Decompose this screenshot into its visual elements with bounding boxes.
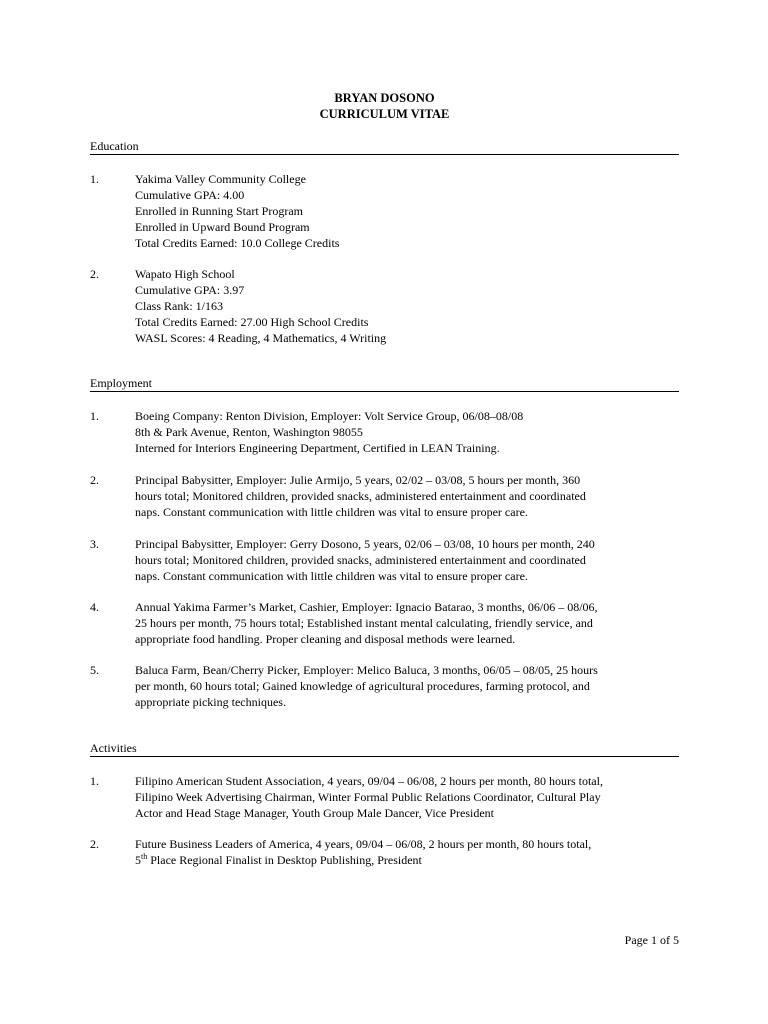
item-text <box>135 408 681 456</box>
item-line: Cumulative GPA: 3.97 <box>135 283 245 297</box>
cv-page <box>90 0 679 1024</box>
item-number: 2. <box>90 473 99 487</box>
activities-item <box>90 836 679 868</box>
item-text <box>135 836 681 868</box>
item-line: naps. Constant communication with little children was vital to ensure proper care. <box>135 505 528 519</box>
ordinal-suffix: th <box>141 852 148 861</box>
activities-heading: Activities <box>90 740 679 757</box>
item-text <box>135 472 681 520</box>
employment-item <box>90 662 679 710</box>
item-number: 3. <box>90 537 99 551</box>
item-line: Filipino Week Advertising Chairman, Winter Formal Public Relations Coordinator, Cultural Play <box>135 790 601 804</box>
item-line <box>135 852 681 868</box>
item-line-rest: Place Regional Finalist in Desktop Publishing, President <box>147 853 422 867</box>
item-number: 4. <box>90 600 99 614</box>
item-line: 25 hours per month, 75 hours total; Established instant mental calculating, friendly service, and <box>135 616 593 630</box>
item-line: Future Business Leaders of America, 4 years, 09/04 – 06/08, 2 hours per month, 80 hours total, <box>135 837 592 851</box>
employment-item <box>90 408 679 456</box>
employment-item <box>90 472 679 520</box>
ordinal-number: 5 <box>135 853 141 867</box>
education-section <box>90 138 679 346</box>
item-line: hours total; Monitored children, provided snacks, administered entertainment and coordinated <box>135 489 586 503</box>
employment-section <box>90 375 679 710</box>
item-line: Enrolled in Running Start Program <box>135 204 303 218</box>
education-heading: Education <box>90 138 679 155</box>
employment-item <box>90 599 679 647</box>
item-text <box>135 773 681 821</box>
item-line: Enrolled in Upward Bound Program <box>135 220 310 234</box>
item-line: Principal Babysitter, Employer: Gerry Dosono, 5 years, 02/06 – 03/08, 10 hours per month, 240 <box>135 537 595 551</box>
item-line: Total Credits Earned: 27.00 High School Credits <box>135 315 369 329</box>
employment-item <box>90 536 679 584</box>
activities-item <box>90 773 679 821</box>
cv-name: BRYAN DOSONO <box>334 91 435 105</box>
item-line: Yakima Valley Community College <box>135 172 306 186</box>
item-number: 5. <box>90 663 99 677</box>
item-number: 1. <box>90 172 99 186</box>
item-line: Interned for Interiors Engineering Department, Certified in LEAN Training. <box>135 441 500 455</box>
item-text <box>135 266 681 346</box>
activities-section <box>90 740 679 868</box>
item-line: Total Credits Earned: 10.0 College Credits <box>135 236 340 250</box>
item-text <box>135 171 681 251</box>
item-line: Class Rank: 1/163 <box>135 299 224 313</box>
item-line: Baluca Farm, Bean/Cherry Picker, Employer: Melico Baluca, 3 months, 06/05 – 08/05, 25 hours <box>135 663 598 677</box>
item-line: Annual Yakima Farmer’s Market, Cashier, Employer: Ignacio Batarao, 3 months, 06/06 – 08/06, <box>135 600 598 614</box>
item-line: WASL Scores: 4 Reading, 4 Mathematics, 4 Writing <box>135 331 387 345</box>
item-line: Actor and Head Stage Manager, Youth Group Male Dancer, Vice President <box>135 806 494 820</box>
education-item <box>90 266 679 346</box>
item-line: Wapato High School <box>135 267 235 281</box>
item-number: 2. <box>90 267 99 281</box>
employment-heading: Employment <box>90 375 679 392</box>
item-number: 2. <box>90 837 99 851</box>
item-text <box>135 599 681 647</box>
item-line: hours total; Monitored children, provided snacks, administered entertainment and coordinated <box>135 553 586 567</box>
item-number: 1. <box>90 409 99 423</box>
item-line: per month, 60 hours total; Gained knowledge of agricultural procedures, farming protocol, and <box>135 679 590 693</box>
item-line: Filipino American Student Association, 4 years, 09/04 – 06/08, 2 hours per month, 80 hours total, <box>135 774 603 788</box>
education-item <box>90 171 679 251</box>
page-number: Page 1 of 5 <box>624 933 679 947</box>
item-number: 1. <box>90 774 99 788</box>
item-line: appropriate picking techniques. <box>135 695 286 709</box>
item-text <box>135 662 681 710</box>
item-text <box>135 536 681 584</box>
item-line: Principal Babysitter, Employer: Julie Armijo, 5 years, 02/02 – 03/08, 5 hours per month, 360 <box>135 473 581 487</box>
item-line: Boeing Company: Renton Division, Employer: Volt Service Group, 06/08–08/08 <box>135 409 524 423</box>
item-line: 8th & Park Avenue, Renton, Washington 98055 <box>135 425 363 439</box>
item-line: naps. Constant communication with little children was vital to ensure proper care. <box>135 569 528 583</box>
cv-title: CURRICULUM VITAE <box>319 107 450 121</box>
item-line: appropriate food handling. Proper cleaning and disposal methods were learned. <box>135 632 516 646</box>
item-line: Cumulative GPA: 4.00 <box>135 188 245 202</box>
